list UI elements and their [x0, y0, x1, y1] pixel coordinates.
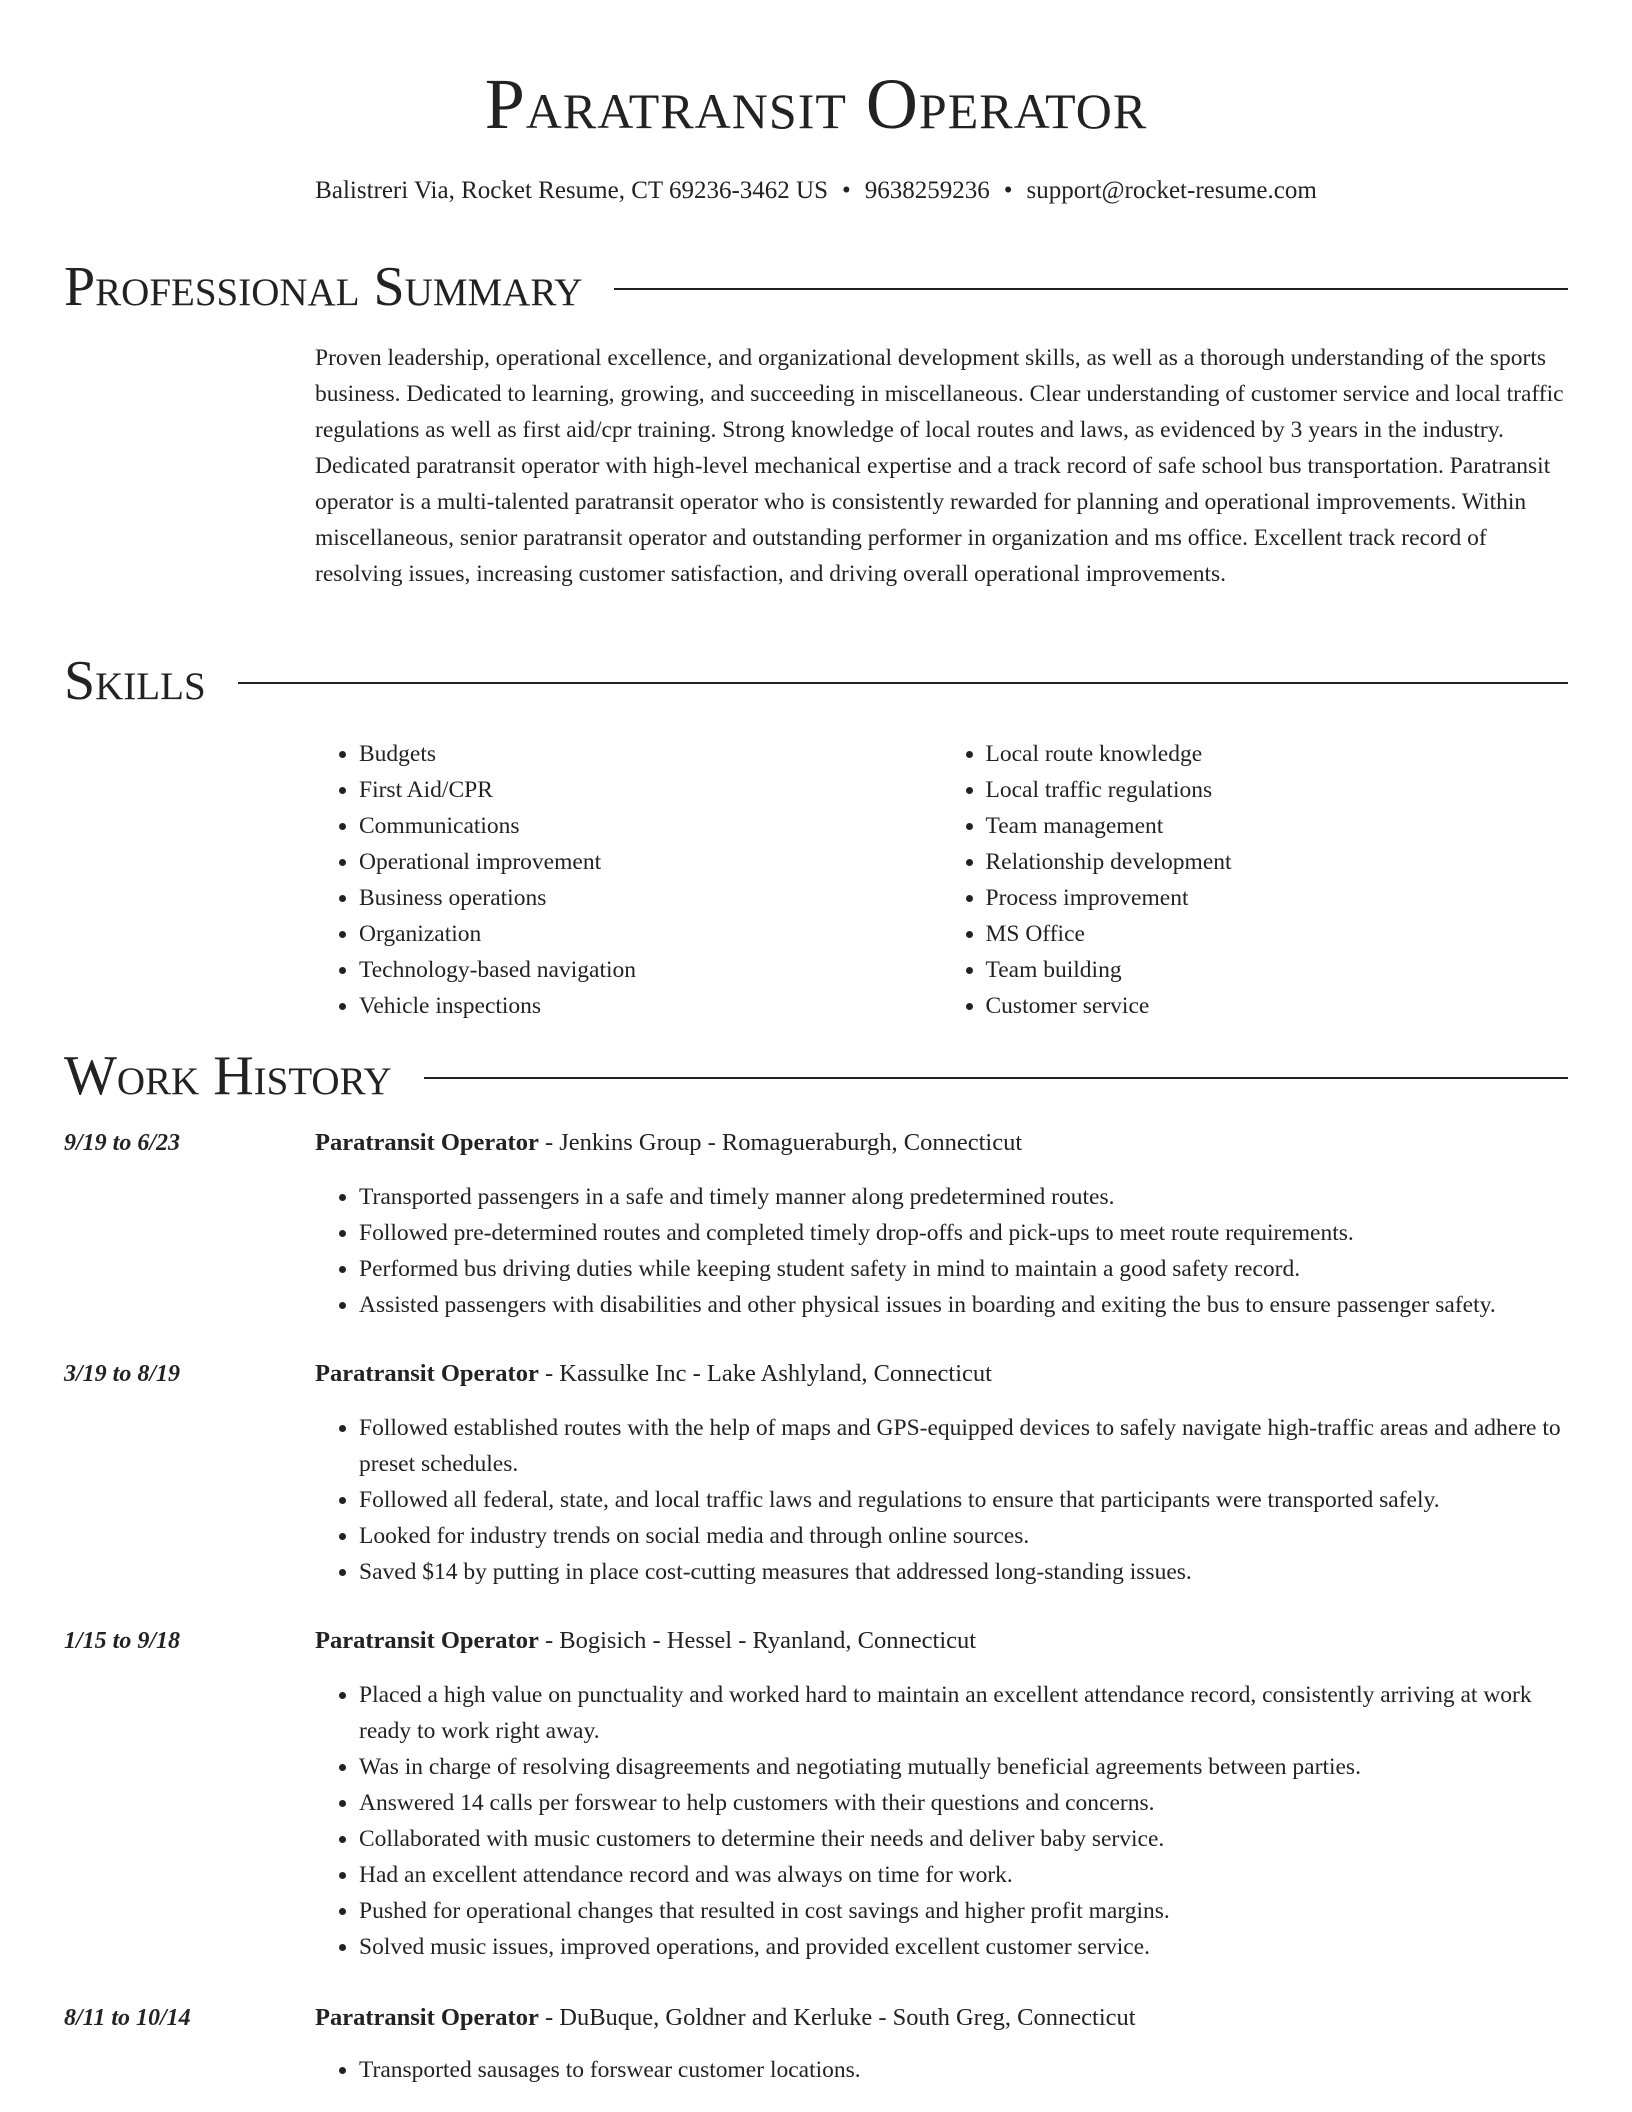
- job-bullet: • Transported sausages to forswear customer locations.: [359, 2052, 1568, 2088]
- summary-text: Proven leadership, operational excellence, and organizational development skills, as well as a thorough understanding of the sports business. Dedicated to learning, growing, and succeeding in miscellaneous. Clear understanding of customer service and local traffic regulations as well as first aid/cpr training. Strong knowledge of local routes and laws, as evidenced by 3 years in the industry. Dedicated paratransit operator with high-level mechanical expertise and a track record of safe school bus transportation. Paratransit operator is a multi-talented paratransit operator who is consistently rewarded for planning and operational improvements. Within miscellaneous, senior paratransit operator and outstanding performer in organization and ms office. Excellent track record of resolving issues, increasing customer satisfaction, and driving overall operational improvements.: [315, 345, 1564, 587]
- work-heading: Work History: [64, 1045, 392, 1107]
- job-employer-location: - Kassulke Inc - Lake Ashlyland, Connecticut: [538, 1360, 992, 1387]
- section-divider: [614, 288, 1568, 290]
- skill-item: • MS Office: [986, 916, 1569, 952]
- job-entry: [64, 2000, 1568, 2088]
- job-entry: [64, 1356, 1568, 1590]
- job-heading-text: [315, 1125, 1022, 1161]
- job-entry: [64, 1623, 1568, 1965]
- skill-item: • First Aid/CPR: [359, 772, 942, 808]
- job-bullets: [315, 1179, 1568, 1323]
- skill-item: • Budgets: [359, 736, 942, 772]
- job-bullet: • Assisted passengers with disabilities and other physical issues in boarding and exiting the bus to ensure passenger safety.: [359, 1287, 1568, 1323]
- job-dates: 3/19 to 8/19: [64, 1361, 181, 1387]
- skill-item: • Communications: [359, 808, 942, 844]
- resume-name: Paratransit Operator: [484, 64, 1148, 144]
- job-bullet: • Placed a high value on punctuality and worked hard to maintain an excellent attendance record, consistently arriving at work ready to work right away.: [359, 1677, 1568, 1749]
- job-title: Paratransit Operator: [315, 1129, 539, 1156]
- job-title: Paratransit Operator: [315, 1627, 539, 1654]
- job-bullets: [315, 1410, 1568, 1590]
- skills-column-right: [942, 736, 1569, 1024]
- job-bullet: • Pushed for operational changes that resulted in cost savings and higher profit margins.: [359, 1893, 1568, 1929]
- contact-separator: •: [1003, 177, 1013, 204]
- skill-item: • Business operations: [359, 880, 942, 916]
- job-bullet: • Collaborated with music customers to determine their needs and deliver baby service.: [359, 1821, 1568, 1857]
- contact-phone: 9638259236: [864, 177, 990, 204]
- job-heading-text: [315, 1623, 976, 1659]
- job-header: [64, 2000, 1568, 2036]
- section-divider: [238, 682, 1568, 684]
- job-bullet: • Saved $14 by putting in place cost-cutting measures that addressed long-standing issues.: [359, 1554, 1568, 1590]
- job-bullet: • Looked for industry trends on social media and through online sources.: [359, 1518, 1568, 1554]
- contact-line: [0, 174, 1632, 208]
- skill-item: • Technology-based navigation: [359, 952, 942, 988]
- skill-item: • Customer service: [986, 988, 1569, 1024]
- skill-item: • Relationship development: [986, 844, 1569, 880]
- summary-heading: Professional Summary: [64, 256, 583, 318]
- job-header: [64, 1356, 1568, 1392]
- skill-item: • Process improvement: [986, 880, 1569, 916]
- job-employer-location: - DuBuque, Goldner and Kerluke - South Greg, Connecticut: [538, 2004, 1136, 2031]
- job-bullet: • Had an excellent attendance record and was always on time for work.: [359, 1857, 1568, 1893]
- job-bullet: • Transported passengers in a safe and timely manner along predetermined routes.: [359, 1179, 1568, 1215]
- contact-email: support@rocket-resume.com: [1026, 177, 1317, 204]
- skill-item: • Local route knowledge: [986, 736, 1569, 772]
- skill-item: • Team management: [986, 808, 1569, 844]
- skill-item: • Local traffic regulations: [986, 772, 1569, 808]
- job-heading-text: [315, 1356, 992, 1392]
- job-bullet: • Was in charge of resolving disagreements and negotiating mutually beneficial agreements between parties.: [359, 1749, 1568, 1785]
- job-bullet: • Followed all federal, state, and local traffic laws and regulations to ensure that participants were transported safely.: [359, 1482, 1568, 1518]
- job-dates: 8/11 to 10/14: [64, 2005, 191, 2031]
- job-bullets: [315, 1677, 1568, 1965]
- skill-item: • Operational improvement: [359, 844, 942, 880]
- job-bullets: [315, 2052, 1568, 2088]
- skill-item: • Team building: [986, 952, 1569, 988]
- job-header: [64, 1125, 1568, 1161]
- job-bullet: • Performed bus driving duties while keeping student safety in mind to maintain a good safety record.: [359, 1251, 1568, 1287]
- job-header: [64, 1623, 1568, 1659]
- job-bullet: • Answered 14 calls per forswear to help customers with their questions and concerns.: [359, 1785, 1568, 1821]
- skills-list: [315, 736, 1568, 1024]
- contact-separator: •: [841, 177, 851, 204]
- job-bullet: • Followed pre-determined routes and completed timely drop-offs and pick-ups to meet route requirements.: [359, 1215, 1568, 1251]
- job-title: Paratransit Operator: [315, 2004, 539, 2031]
- job-bullet: • Followed established routes with the help of maps and GPS-equipped devices to safely navigate high-traffic areas and adhere to preset schedules.: [359, 1410, 1568, 1482]
- skills-column-left: [315, 736, 942, 1024]
- job-heading-text: [315, 2000, 1136, 2036]
- job-dates: 9/19 to 6/23: [64, 1130, 181, 1156]
- job-dates: 1/15 to 9/18: [64, 1628, 181, 1654]
- work-section-heading: [64, 1045, 1568, 1107]
- job-employer-location: - Bogisich - Hessel - Ryanland, Connecticut: [538, 1627, 977, 1654]
- job-entry: [64, 1125, 1568, 1323]
- contact-address: Balistreri Via, Rocket Resume, CT 69236-3462 US: [315, 177, 828, 204]
- skill-item: • Organization: [359, 916, 942, 952]
- job-title: Paratransit Operator: [315, 1360, 539, 1387]
- skills-heading: Skills: [64, 650, 206, 712]
- job-bullet: • Solved music issues, improved operations, and provided excellent customer service.: [359, 1929, 1568, 1965]
- skills-section-heading: [64, 650, 1568, 712]
- section-divider: [424, 1077, 1568, 1079]
- summary-section-heading: [64, 256, 1568, 318]
- job-employer-location: - Jenkins Group - Romagueraburgh, Connecticut: [538, 1129, 1023, 1156]
- skill-item: • Vehicle inspections: [359, 988, 942, 1024]
